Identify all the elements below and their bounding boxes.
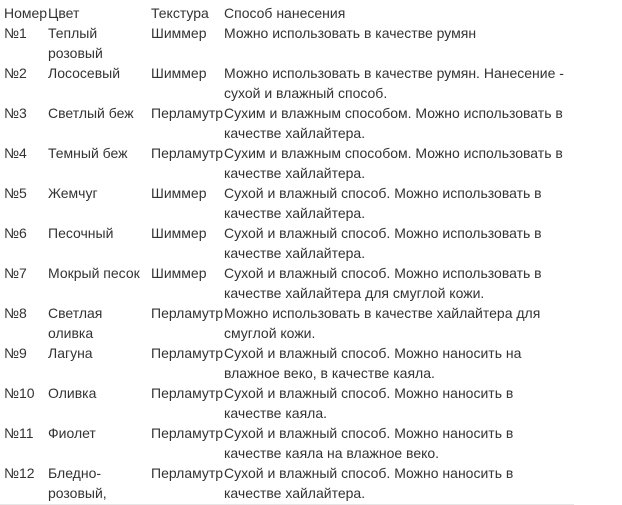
row-texture: Перламутр xyxy=(151,465,224,481)
row-texture: Перламутр xyxy=(151,345,224,361)
table-row xyxy=(4,183,572,223)
table-row xyxy=(4,343,572,383)
row-color: Лагуна xyxy=(48,345,93,361)
header-texture: Текстура xyxy=(151,5,209,21)
row-number: №2 xyxy=(4,65,27,81)
row-texture: Перламутр xyxy=(151,385,224,401)
table-row xyxy=(4,263,572,303)
header-number: Номер xyxy=(4,5,48,21)
row-number: №12 xyxy=(4,465,35,481)
row-number: №11 xyxy=(4,425,34,441)
table-header-row xyxy=(4,3,572,23)
row-texture: Перламутр xyxy=(151,425,224,441)
table-row xyxy=(4,143,572,183)
row-color: Светлая оливка xyxy=(48,305,103,341)
header-color: Цвет xyxy=(48,5,80,21)
row-texture: Перламутр xyxy=(151,305,224,321)
row-color: Песочный xyxy=(48,225,114,241)
row-texture: Шиммер xyxy=(151,65,207,81)
row-method: Можно использовать в качестве румян. Нанесение - сухой и влажный способ. xyxy=(224,65,564,101)
row-method: Сухой и влажный способ. Можно наносить на влажное веко, в качестве каяла. xyxy=(224,345,522,381)
row-number: №7 xyxy=(4,265,27,281)
row-number: №3 xyxy=(4,105,27,121)
row-method: Можно использовать в качестве румян xyxy=(224,25,477,41)
row-texture: Перламутр xyxy=(151,145,224,161)
header-method: Способ нанесения xyxy=(224,5,346,21)
row-number: №5 xyxy=(4,185,27,201)
row-number: №10 xyxy=(4,385,35,401)
table-row xyxy=(4,303,572,343)
row-color: Лососевый xyxy=(48,65,121,81)
row-number: №6 xyxy=(4,225,27,241)
row-method: Можно использовать в качестве хайлайтера для смуглой кожи. xyxy=(224,305,541,341)
table-row xyxy=(4,23,572,63)
row-method: Сухой и влажный способ. Можно использовать в качестве хайлайтера для смуглой кожи. xyxy=(224,265,542,301)
row-color: Оливка xyxy=(48,385,97,401)
row-texture: Перламутр xyxy=(151,105,224,121)
row-method: Сухим и влажным способом. Можно использовать в качестве хайлайтера. xyxy=(224,105,563,141)
row-color: Темный беж xyxy=(48,145,128,161)
row-color: Светлый беж xyxy=(48,105,134,121)
table-body xyxy=(4,23,572,503)
row-texture: Шиммер xyxy=(151,265,207,281)
row-method: Сухой и влажный способ. Можно использовать в качестве хайлайтера. xyxy=(224,225,542,261)
row-texture: Шиммер xyxy=(151,225,207,241)
row-number: №1 xyxy=(4,25,27,41)
row-method: Сухой и влажный способ. Можно наносить в качестве хайлайтера. xyxy=(224,465,514,501)
table-row xyxy=(4,63,572,103)
table-row xyxy=(4,223,572,263)
row-color: Фиолет xyxy=(48,425,96,441)
palette-table xyxy=(4,3,572,503)
table-row xyxy=(4,423,572,463)
table-row xyxy=(4,103,572,143)
row-method: Сухой и влажный способ. Можно наносить в качестве каяла. xyxy=(224,385,514,421)
row-color: Мокрый песок xyxy=(48,265,140,281)
table-row xyxy=(4,463,572,503)
row-texture: Шиммер xyxy=(151,25,207,41)
row-color: Бледно-розовый, xyxy=(48,465,107,501)
row-method: Сухой и влажный способ. Можно использовать в качестве хайлайтера. xyxy=(224,185,542,221)
row-method: Сухой и влажный способ. Можно наносить в качестве каяла на влажное веко. xyxy=(224,425,514,461)
row-color: Теплый розовый xyxy=(48,25,103,61)
row-method: Сухим и влажным способом. Можно использовать в качестве хайлайтера. xyxy=(224,145,563,181)
row-number: №9 xyxy=(4,345,27,361)
row-color: Жемчуг xyxy=(48,185,98,201)
row-number: №8 xyxy=(4,305,27,321)
table-row xyxy=(4,383,572,423)
row-texture: Шиммер xyxy=(151,185,207,201)
row-number: №4 xyxy=(4,145,27,161)
